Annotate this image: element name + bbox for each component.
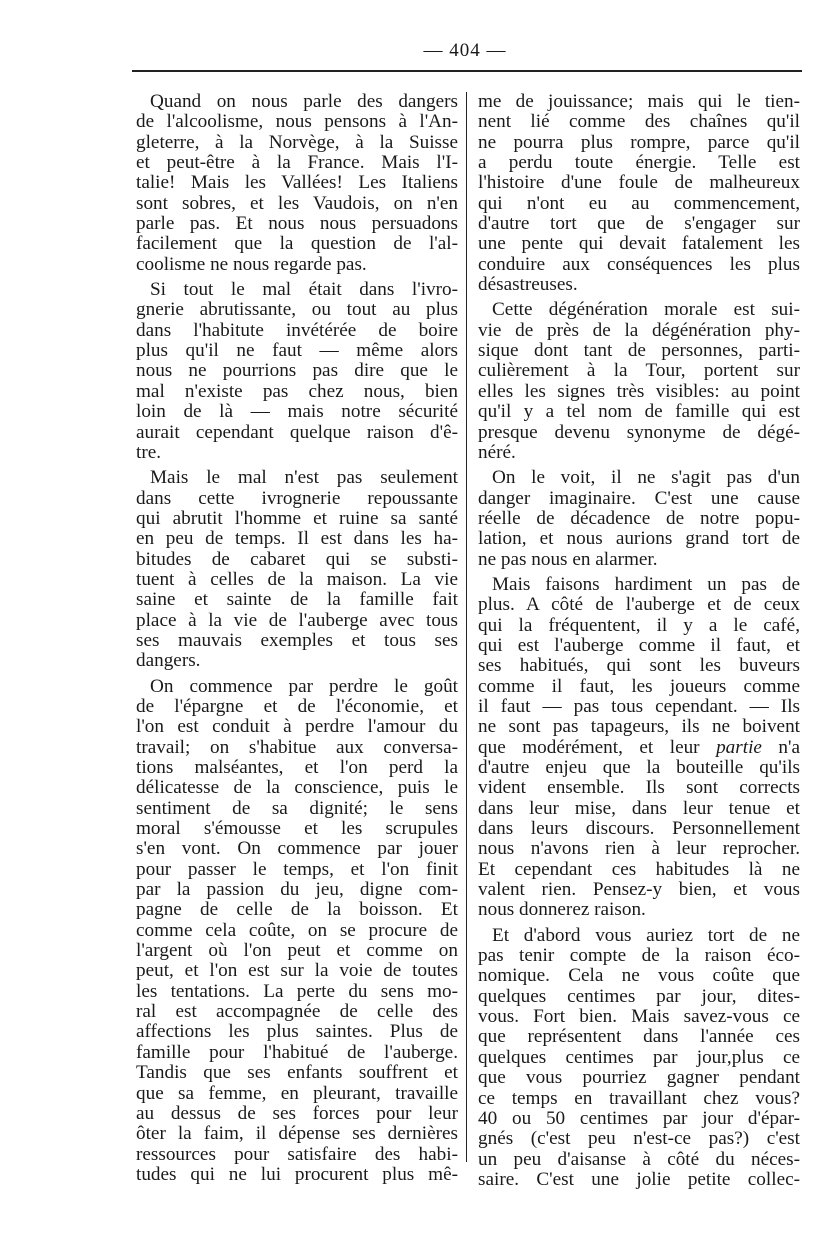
text-line: nous ne pourrions pas dire que le (136, 360, 458, 382)
text-line: qui est l'auberge comme il faut, et (478, 634, 800, 656)
text-line: sont sobres, et les Vaudois, on n'en (136, 192, 458, 214)
text-line: de l'épargne et de l'économie, et (136, 695, 458, 717)
text-line: nomique. Cela ne vous coûte que (478, 965, 800, 987)
text-line: dans cette ivrognerie repoussante (136, 487, 458, 509)
text-line: facilement que la question de l'al- (136, 233, 458, 255)
text-line: place à la vie de l'auberge avec tous (136, 609, 458, 631)
text-line: bitudes de cabaret qui se substi- (136, 548, 458, 570)
text-line: désastreuses. (478, 274, 578, 296)
text-line: d'autre enjeu que la bouteille qu'ils (478, 757, 800, 778)
text-line: peut, et l'on est sur la voie de toutes (136, 960, 458, 982)
text-line: comme il faut, les joueurs comme (478, 675, 800, 697)
text-line: d'autre tort que de s'engager sur (478, 213, 800, 235)
text-line: qui n'ont eu au commencement, (478, 192, 800, 214)
text-line: l'histoire d'une foule de malheureux (478, 172, 800, 194)
text-line: vie de près de la dégénération phy- (478, 319, 800, 341)
text-line: que vous pourriez gagner pendant (478, 1067, 800, 1089)
text-line: sentiment de sa dignité; le sens (136, 797, 458, 819)
text-line: On commence par perdre le goût (150, 675, 458, 697)
text-line: Cette dégénération morale est sui- (492, 299, 800, 321)
text-line: tre. (136, 441, 162, 463)
text-line: ne pas nous en alarmer. (478, 548, 658, 570)
text-line: que représentent dans l'année ces (478, 1026, 800, 1048)
text-line: dans leurs discours. Personnellement (478, 818, 800, 840)
text-line: au dessus de ses forces pour leur (136, 1102, 458, 1124)
text-line: Et cependant ces habitudes là ne (478, 858, 800, 880)
text-line: ne pourra plus rompre, parce qu'il (478, 131, 800, 153)
text-line: sique dont tant de personnes, parti- (478, 340, 800, 362)
text-line: ral est accompagnée de celle des (136, 1001, 458, 1023)
text-line: plus. A côté de l'auberge et de ceux (478, 594, 800, 616)
text-line: s'en vont. On commence par jouer (136, 838, 458, 860)
text-line: qui abrutit l'homme et ruine sa santé (136, 507, 458, 529)
text-line: aurait cependant quelque raison d'ê- (136, 421, 458, 443)
text-line: Si tout le mal était dans l'ivro- (150, 279, 458, 301)
italic-word: partie (716, 736, 762, 758)
text-line: ses habitués, qui sont les buveurs (478, 655, 800, 677)
text-line: de l'alcoolisme, nous pensons à l'An- (136, 111, 458, 133)
text-line: les tentations. La perte du sens mo- (136, 980, 458, 1002)
text-line: pas tenir compte de la raison éco- (478, 945, 800, 967)
text-line: Tandis que ses enfants souffrent et (136, 1062, 458, 1084)
text-line: a perdu toute énergie. Telle est (478, 152, 800, 174)
text-line: néré. (478, 441, 516, 463)
text-line: nent lié comme des chaînes qu'il (478, 111, 800, 133)
text-line: gleterre, à la Norvège, à la Suisse (136, 131, 458, 153)
text-line: coolisme ne nous regarde pas. (136, 253, 367, 275)
text-line: lation, et nous aurions grand tort de (478, 528, 800, 550)
left-column (136, 92, 458, 1185)
text-line: danger imaginaire. C'est une cause (478, 487, 800, 509)
text-line: nous donnerez raison. (478, 899, 646, 921)
text-line: mal n'existe pas chez nous, bien (136, 380, 458, 402)
text-line: qu'il y a tel nom de famille qui est (478, 401, 800, 423)
text-line: elles les signes très visibles: au point (478, 380, 800, 402)
text-line: talie! Mais les Vallées! Les Italiens (136, 172, 458, 194)
text-line: famille pour l'habitué de l'auberge. (136, 1041, 458, 1063)
text-line: culièrement à la Tour, portent sur (478, 360, 800, 382)
text-line: nous n'avons rien à leur reprocher. (478, 838, 800, 860)
text-line: Quand on nous parle des dangers (150, 91, 458, 112)
text-line: que modérément, et leur partie n'a (478, 736, 800, 758)
text-line: tudes qui ne lui procurent plus mê- (136, 1163, 458, 1185)
header-rule (132, 70, 802, 72)
text-line: et peut-être à la France. Mais l'I- (136, 152, 458, 174)
text-line: parle pas. Et nous nous persuadons (136, 213, 458, 235)
text-line: plus qu'il ne faut — même alors (136, 340, 458, 362)
text-line: par la passion du jeu, digne com- (136, 879, 458, 901)
text-line: dangers. (136, 650, 201, 672)
text-line: ressources pour satisfaire des habi- (136, 1143, 458, 1165)
text-line: On le voit, il ne s'agit pas d'un (492, 467, 800, 489)
text-line: ne sont pas tapageurs, ils ne boivent (478, 716, 800, 738)
text-line: tuent à celles de la maison. La vie (136, 568, 458, 590)
text-line: vident ensemble. Ils sont corrects (478, 777, 800, 799)
text-line: comme cela coûte, on se procure de (136, 919, 458, 941)
text-line: l'argent où l'on peut et comme on (136, 940, 458, 962)
text-line: me de jouissance; mais qui le tien- (478, 91, 800, 112)
text-line: Mais le mal n'est pas seulement (150, 467, 458, 489)
text-line: ôter la faim, il dépense ses dernières (136, 1123, 458, 1145)
text-line: dans leur mise, dans leur tenue et (478, 797, 800, 819)
text-line: qui la fréquentent, il y a le café, (478, 614, 800, 636)
text-line: 40 ou 50 centimes par jour d'épar- (478, 1107, 800, 1129)
text-line: travail; on s'habitue aux conversa- (136, 736, 458, 758)
text-line: que sa femme, en pleurant, travaille (136, 1082, 458, 1104)
text-line: quelques centimes par jour,plus ce (478, 1046, 800, 1068)
text-line: saire. C'est une jolie petite collec- (478, 1168, 800, 1190)
text-line: Et d'abord vous auriez tort de ne (492, 924, 800, 946)
text-line: il faut — pas tous cependant. — Ils (478, 695, 800, 717)
text-line: l'on est conduit à perdre l'amour du (136, 716, 458, 738)
text-line: tions malséantes, et l'on perd la (136, 757, 458, 778)
text-line: Mais faisons hardiment un pas de (492, 573, 800, 595)
text-line: réelle de décadence de notre popu- (478, 507, 800, 529)
text-line: loin de là — mais notre sécurité (136, 401, 458, 423)
text-line: vous. Fort bien. Mais savez-vous ce (478, 1006, 800, 1028)
text-line: saine et sainte de la famille fait (136, 589, 458, 611)
text-line: pour passer le temps, et l'on finit (136, 858, 458, 880)
text-line: quelques centimes par jour, dites- (478, 985, 800, 1007)
text-line: presque devenu synonyme de dégé- (478, 421, 800, 443)
text-line: affections les plus saintes. Plus de (136, 1021, 458, 1043)
text-line: gnés (c'est peu n'est-ce pas?) c'est (478, 1128, 800, 1150)
text-line: valent rien. Pensez-y bien, et vous (478, 879, 800, 901)
text-line: une pente qui devait fatalement les (478, 233, 800, 255)
text-line: délicatesse de la conscience, puis le (136, 777, 458, 799)
text-line: gnerie abrutissante, ou tout au plus (136, 299, 458, 321)
text-line: moral s'émousse et les scrupules (136, 818, 458, 840)
text-line: pagne de celle de la boisson. Et (136, 899, 458, 921)
right-column (478, 92, 800, 1190)
column-divider (466, 92, 467, 1162)
text-line: en peu de temps. Il est dans les ha- (136, 528, 458, 550)
text-line: ses mauvais exemples et tous ses (136, 629, 458, 651)
text-line: dans l'habitute invétérée de boire (136, 319, 458, 341)
text-line: conduire aux conséquences les plus (478, 253, 800, 275)
text-line: ce temps en travaillant chez vous? (478, 1087, 800, 1109)
page-number: — 404 — (423, 40, 507, 61)
text-line: un peu d'aisanse à côté du néces- (478, 1148, 800, 1170)
